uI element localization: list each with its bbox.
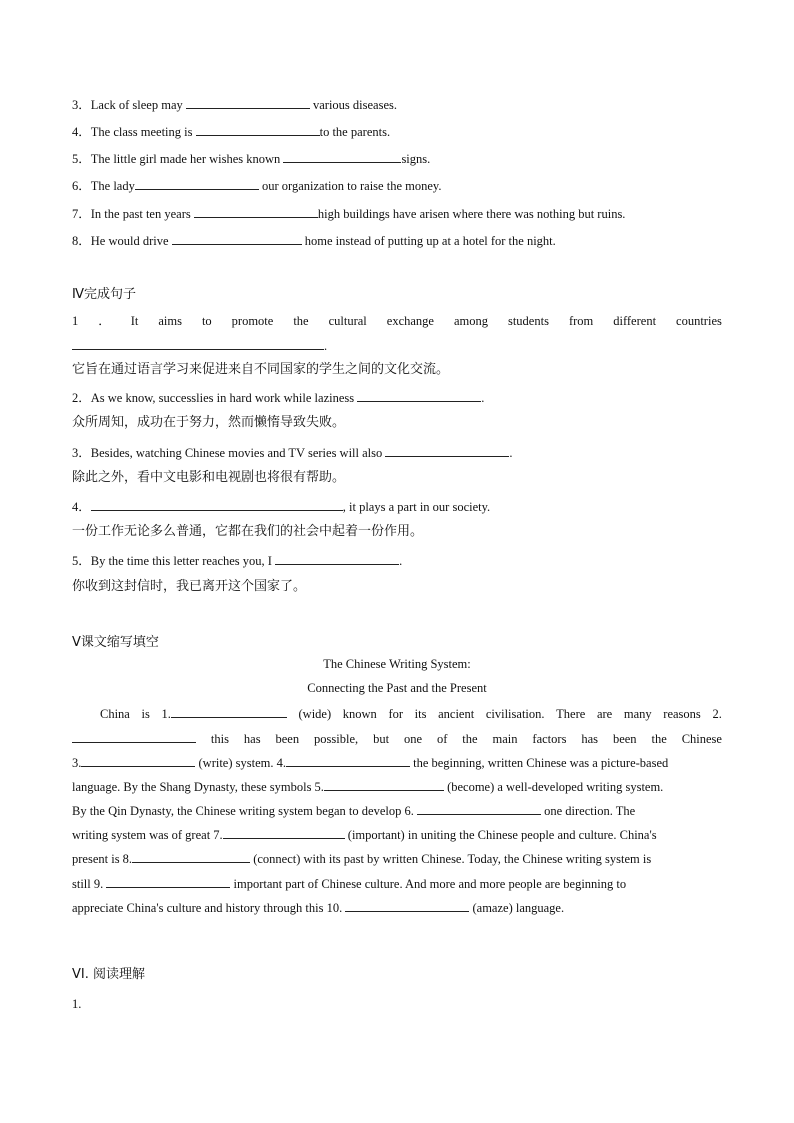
sentence-5-translation: 你收到这封信时，我已离开这个国家了。	[72, 579, 307, 594]
word: aims	[158, 314, 182, 328]
word: possible,	[314, 732, 359, 746]
passage-subtitle: Connecting the Past and the Present	[307, 681, 487, 695]
passage-text: language. By the Shang Dynasty, these symbols 5.	[72, 780, 324, 794]
exercise-item-8	[72, 232, 556, 249]
answer-blank[interactable]	[417, 802, 541, 815]
item-number: 1	[72, 314, 79, 328]
answer-blank[interactable]	[357, 389, 481, 402]
passage-text: (amaze) language.	[472, 901, 565, 915]
item-text: to the parents.	[319, 125, 391, 139]
exercise-item-3	[72, 96, 397, 113]
sentence-1-blank-line	[72, 337, 327, 354]
item-text: He would drive	[90, 234, 169, 248]
item-text: The class meeting is	[90, 125, 193, 139]
word: the	[293, 314, 309, 328]
answer-blank[interactable]	[186, 96, 310, 109]
passage-line-2	[72, 730, 722, 747]
word: for	[388, 707, 404, 721]
answer-blank[interactable]	[106, 875, 230, 888]
answer-blank[interactable]	[172, 232, 302, 245]
passage-text: (become) a well-developed writing system.	[447, 780, 664, 794]
passage-text: (write) system. 4.	[198, 756, 286, 770]
passage-text: writing system was of great 7.	[72, 828, 223, 842]
exercise-item-7	[72, 205, 625, 222]
word: the	[651, 732, 667, 746]
word: Chinese	[681, 732, 722, 746]
item-number: 3．	[72, 98, 91, 112]
word: exchange	[386, 314, 434, 328]
answer-blank[interactable]	[81, 754, 195, 767]
passage-line-6	[72, 826, 722, 843]
word: main	[492, 732, 518, 746]
passage-text: (important) in uniting the Chinese people and culture. China's	[347, 828, 657, 842]
passage-text: appreciate China's culture and history through this 10.	[72, 901, 343, 915]
answer-blank[interactable]	[171, 705, 287, 718]
sentence-5	[72, 552, 402, 569]
sentence-4-translation: 一份工作无论多么普通，它都在我们的社会中起着一份作用。	[72, 524, 424, 539]
numbered-blank-1	[161, 705, 286, 722]
item-text: various diseases.	[313, 98, 398, 112]
word: one	[403, 732, 423, 746]
item-text: In the past ten years	[90, 207, 191, 221]
item-number: 8．	[72, 234, 91, 248]
punctuation: .	[324, 339, 328, 353]
exercise-item-5	[72, 150, 430, 167]
word: ．	[98, 314, 111, 328]
word: factors	[532, 732, 567, 746]
sentence-3	[72, 444, 513, 461]
passage-line-3	[72, 754, 722, 771]
item-number: 6．	[72, 179, 91, 193]
answer-blank[interactable]	[345, 899, 469, 912]
item-number: 5．	[72, 152, 91, 166]
passage-line-4	[72, 778, 722, 795]
word: different	[613, 314, 657, 328]
answer-blank[interactable]	[283, 150, 401, 163]
answer-blank[interactable]	[324, 778, 444, 791]
item-text: The lady	[90, 179, 135, 193]
section-4-title: Ⅳ完成句子	[72, 287, 136, 302]
passage-text: one direction. The	[544, 804, 636, 818]
passage-title: The Chinese Writing System:	[323, 657, 471, 671]
word: been	[612, 732, 637, 746]
section-6-title: VI. 阅读理解	[72, 967, 145, 982]
word: are	[596, 707, 613, 721]
word: reasons	[663, 707, 701, 721]
word: civilisation.	[485, 707, 545, 721]
word: of	[436, 732, 448, 746]
item-text: Lack of sleep may	[90, 98, 183, 112]
word: been	[275, 732, 300, 746]
word: known	[342, 707, 377, 721]
answer-blank[interactable]	[135, 177, 259, 190]
punctuation: .	[481, 391, 485, 405]
word: It	[130, 314, 139, 328]
word: China	[100, 707, 130, 721]
item-text: our organization to raise the money.	[261, 179, 442, 193]
answer-blank[interactable]	[286, 754, 410, 767]
word: has	[243, 732, 261, 746]
item-number: 7．	[72, 207, 91, 221]
answer-blank[interactable]	[196, 123, 320, 136]
word: from	[568, 314, 594, 328]
passage-line-1	[100, 705, 722, 722]
answer-blank[interactable]	[132, 850, 250, 863]
word: its	[414, 707, 427, 721]
passage-line-9	[72, 899, 722, 916]
passage-line-5	[72, 802, 722, 819]
sentence-2	[72, 389, 484, 406]
sentence-2-translation: 众所周知，成功在于努力，然而懒惰导致失败。	[72, 415, 346, 430]
blank-number: 3.	[72, 756, 82, 770]
word: countries	[676, 314, 722, 328]
sentence-text: 5．By the time this letter reaches you, I	[72, 554, 272, 568]
passage-text: By the Qin Dynasty, the Chinese writing system began to develop 6.	[72, 804, 414, 818]
item-number: 4．	[72, 125, 91, 139]
answer-blank[interactable]	[194, 205, 318, 218]
sentence-text: 2．As we know, successlies in hard work while laziness	[72, 391, 355, 405]
passage-text: the beginning, written Chinese was a picture-based	[413, 756, 669, 770]
word: the	[462, 732, 478, 746]
answer-blank[interactable]	[91, 498, 343, 511]
word: cultural	[328, 314, 367, 328]
answer-blank[interactable]	[72, 730, 196, 743]
sentence-1-line	[72, 311, 722, 329]
sentence-1-translation: 它旨在通过语言学习来促进来自不同国家的学生之间的文化交流。	[72, 362, 450, 377]
answer-blank[interactable]	[275, 552, 399, 565]
answer-blank[interactable]	[72, 337, 324, 350]
passage-line-7	[72, 850, 722, 867]
word: has	[581, 732, 599, 746]
sentence-3-translation: 除此之外，看中文电影和电视剧也将很有帮助。	[72, 470, 346, 485]
word: among	[453, 314, 488, 328]
word: 2.	[712, 707, 722, 721]
section-5-title: Ⅴ课文缩写填空	[72, 635, 159, 650]
answer-blank[interactable]	[223, 826, 345, 839]
word: many	[623, 707, 652, 721]
passage-text: still 9.	[72, 877, 104, 891]
word: to	[201, 314, 212, 328]
item-text: The little girl made her wishes known	[90, 152, 281, 166]
word: but	[373, 732, 390, 746]
word: is	[141, 707, 150, 721]
word: There	[556, 707, 586, 721]
punctuation: .	[509, 446, 513, 460]
item-number: 4．	[72, 500, 91, 514]
passage-text: (connect) with its past by written Chinese. Today, the Chinese writing system is	[253, 852, 652, 866]
passage-line-8	[72, 875, 722, 892]
reading-item-1: 1.	[72, 997, 82, 1011]
exercise-item-6	[72, 177, 441, 194]
item-text: high buildings have arisen where there was nothing but ruins.	[317, 207, 626, 221]
exercise-item-4	[72, 123, 390, 140]
answer-blank[interactable]	[385, 444, 509, 457]
sentence-text: , it plays a part in our society.	[342, 500, 491, 514]
passage-text: important part of Chinese culture. And more and more people are beginning to	[233, 877, 627, 891]
sentence-text: 3．Besides, watching Chinese movies and TV series will also	[72, 446, 383, 460]
blank-number: 1.	[161, 707, 171, 721]
sentence-4	[72, 498, 490, 515]
word: ancient	[438, 707, 475, 721]
item-text: home instead of putting up at a hotel for the night.	[304, 234, 556, 248]
punctuation: .	[399, 554, 403, 568]
item-text: signs.	[401, 152, 431, 166]
word: students	[507, 314, 549, 328]
word: this	[210, 732, 229, 746]
word: (wide)	[298, 707, 332, 721]
passage-text: present is 8.	[72, 852, 133, 866]
word: promote	[231, 314, 274, 328]
